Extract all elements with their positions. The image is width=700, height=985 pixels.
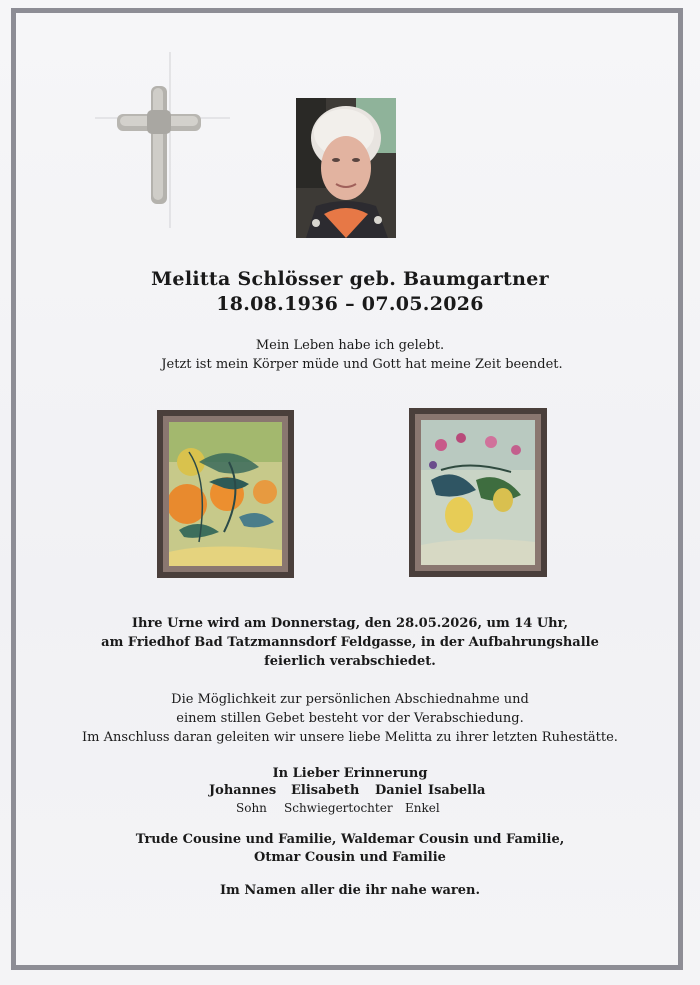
farewell-line-2: einem stillen Gebet besteht vor der Verabschiedung. xyxy=(176,711,524,726)
farewell-line-3: Im Anschluss daran geleiten wir unsere liebe Melitta zu ihrer letzten Ruhestätte. xyxy=(82,730,618,745)
family-name: Isabella xyxy=(428,783,486,798)
family-name: Johannes xyxy=(209,783,277,798)
family-name: Elisabeth xyxy=(291,783,360,798)
deceased-name: Melitta Schlösser geb. Baumgartner xyxy=(151,268,549,290)
painting-oranges xyxy=(157,410,294,578)
farewell-line-1: Die Möglichkeit zur persönlichen Abschiednahme und xyxy=(171,692,529,707)
painting-lemons xyxy=(409,408,547,577)
ceremony-line-2: am Friedhof Bad Tatzmannsdorf Feldgasse, in der Aufbahrungshalle xyxy=(101,635,599,650)
ceremony-line-3: feierlich verabschiedet. xyxy=(264,654,436,669)
quote-line-1: Mein Leben habe ich gelebt. xyxy=(255,338,445,353)
relatives-line-2: Otmar Cousin und Familie xyxy=(254,850,446,865)
family-role: Sohn xyxy=(236,801,267,815)
life-dates: 18.08.1936 – 07.05.2026 xyxy=(216,293,484,315)
portrait-photo xyxy=(296,98,396,238)
family-role: Enkel xyxy=(405,801,440,815)
relatives-line-1: Trude Cousine und Familie, Waldemar Cousin und Familie, xyxy=(135,832,565,847)
family-names xyxy=(0,783,700,801)
family-name: Daniel xyxy=(375,783,423,798)
memory-heading: In Lieber Erinnerung xyxy=(272,766,428,781)
cross-icon xyxy=(95,50,230,230)
ceremony-line-1: Ihre Urne wird am Donnerstag, den 28.05.2026, um 14 Uhr, xyxy=(131,616,569,631)
quote-line-2: Jetzt ist mein Körper müde und Gott hat meine Zeit beendet. xyxy=(161,357,563,372)
closing-line: Im Namen aller die ihr nahe waren. xyxy=(219,883,481,898)
family-role: Schwiegertochter xyxy=(284,801,393,815)
family-roles xyxy=(0,801,700,819)
